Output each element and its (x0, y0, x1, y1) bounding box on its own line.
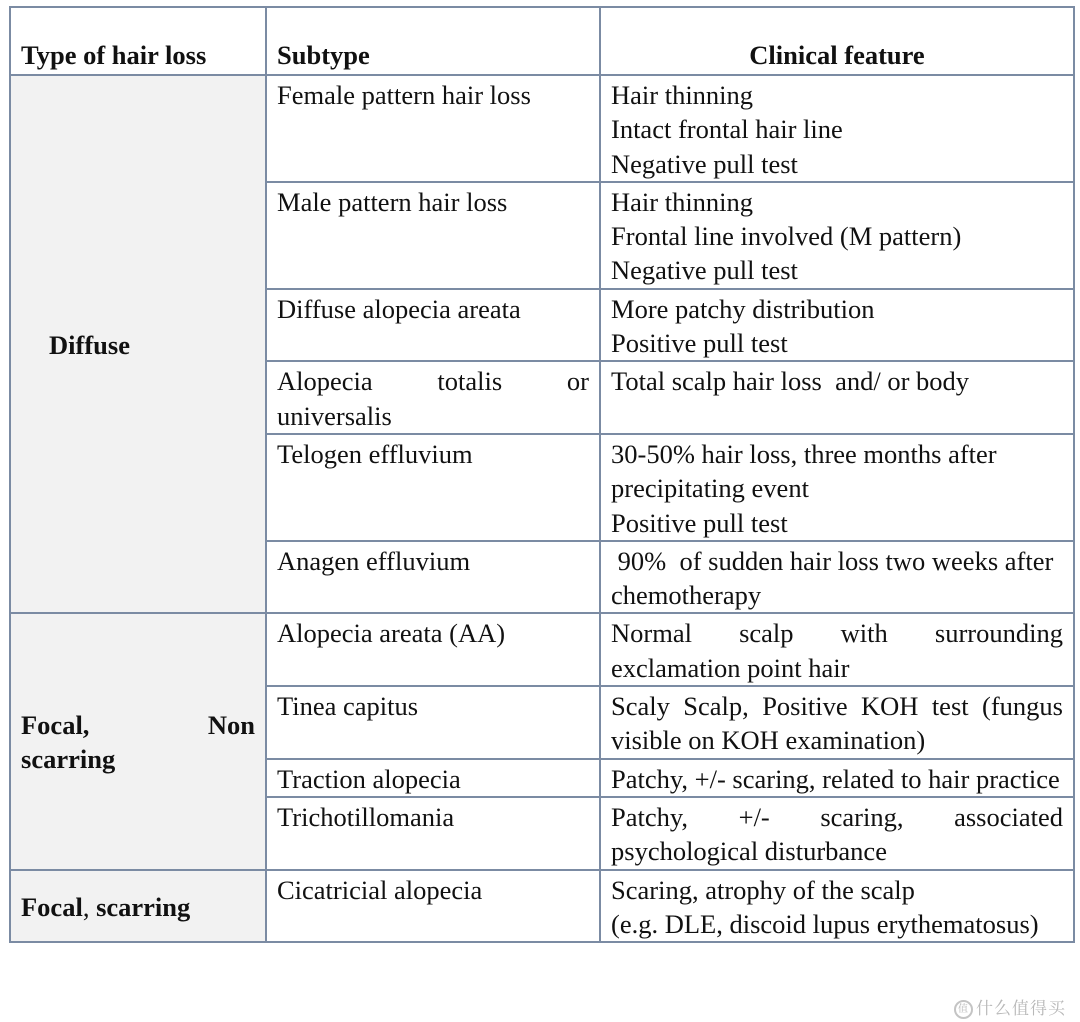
type-focal-bold: Focal (21, 891, 83, 922)
subtype-cell: Traction alopecia (266, 759, 600, 797)
feature-line: Hair thinning (611, 186, 754, 217)
feature-line: Scaring, atrophy of the scalp (611, 874, 915, 905)
feature-line: 30-50% hair loss, three months after precipitating event (611, 438, 997, 504)
feature-cell (600, 434, 1074, 541)
type-comma: , (82, 891, 90, 922)
feature-cell (600, 75, 1074, 182)
subtype-cell: Trichotillomania (266, 797, 600, 870)
subtype-cell: Cicatricial alopecia (266, 870, 600, 943)
header-type: Type of hair loss (10, 7, 266, 75)
watermark-text: 什么值得买 (976, 999, 1066, 1019)
subtype-cell: Anagen effluvium (266, 541, 600, 614)
feature-line: Total scalp hair loss and/ or body (611, 366, 970, 397)
type-focal-label (21, 708, 255, 742)
feature-cell (600, 541, 1074, 614)
feature-cell: Normal scalp with surrounding exclamation point hair (600, 613, 1074, 686)
feature-line: Negative pull test (611, 255, 798, 286)
feature-line: Frontal line involved (M pattern) (611, 221, 962, 252)
subtype-cell: Alopecia totalis or universalis (266, 361, 600, 434)
subtype-cell: Telogen effluvium (266, 434, 600, 541)
feature-line: (e.g. DLE, discoid lupus erythematosus) (611, 908, 1039, 939)
feature-cell: Patchy, +/- scaring, associated psychological disturbance (600, 797, 1074, 870)
feature-line: Positive pull test (611, 328, 788, 359)
type-non-word: Non (207, 710, 255, 741)
feature-cell (600, 870, 1074, 943)
feature-cell (600, 289, 1074, 362)
feature-line: Negative pull test (611, 148, 798, 179)
feature-line: Positive pull test (611, 507, 788, 538)
feature-line: 90% of sudden hair loss two weeks after chemotherapy (611, 545, 1060, 611)
subtype-cell: Tinea capitus (266, 686, 600, 759)
subtype-cell: Alopecia areata (AA) (266, 613, 600, 686)
subtype-cell: Female pattern hair loss (266, 75, 600, 182)
feature-cell (600, 182, 1074, 289)
type-scarring-bold: scarring (89, 891, 191, 922)
watermark-logo-icon: 值 (954, 1000, 973, 1019)
feature-cell: Scaly Scalp, Positive KOH test (fungus visible on KOH examination) (600, 686, 1074, 759)
subtype-cell: Diffuse alopecia areata (266, 289, 600, 362)
type-focal-word: Focal, (21, 710, 90, 741)
type-focal-non-scarring (10, 613, 266, 869)
header-subtype: Subtype (266, 7, 600, 75)
header-row (10, 7, 1074, 75)
feature-cell (600, 361, 1074, 434)
type-focal-scarring (10, 870, 266, 943)
feature-line: More patchy distribution (611, 293, 875, 324)
subtype-cell: Male pattern hair loss (266, 182, 600, 289)
feature-line: Hair thinning (611, 80, 754, 110)
table-row (10, 75, 1074, 182)
feature-line: Intact frontal hair line (611, 114, 843, 145)
watermark (954, 994, 1066, 1019)
type-diffuse: Diffuse (10, 75, 266, 613)
table-row (10, 870, 1074, 943)
type-scarring-word: scarring (21, 744, 116, 775)
header-feature: Clinical feature (600, 7, 1074, 75)
feature-cell: Patchy, +/- scaring, related to hair practice (600, 759, 1074, 797)
table-row (10, 613, 1074, 686)
hair-loss-table (9, 6, 1075, 943)
